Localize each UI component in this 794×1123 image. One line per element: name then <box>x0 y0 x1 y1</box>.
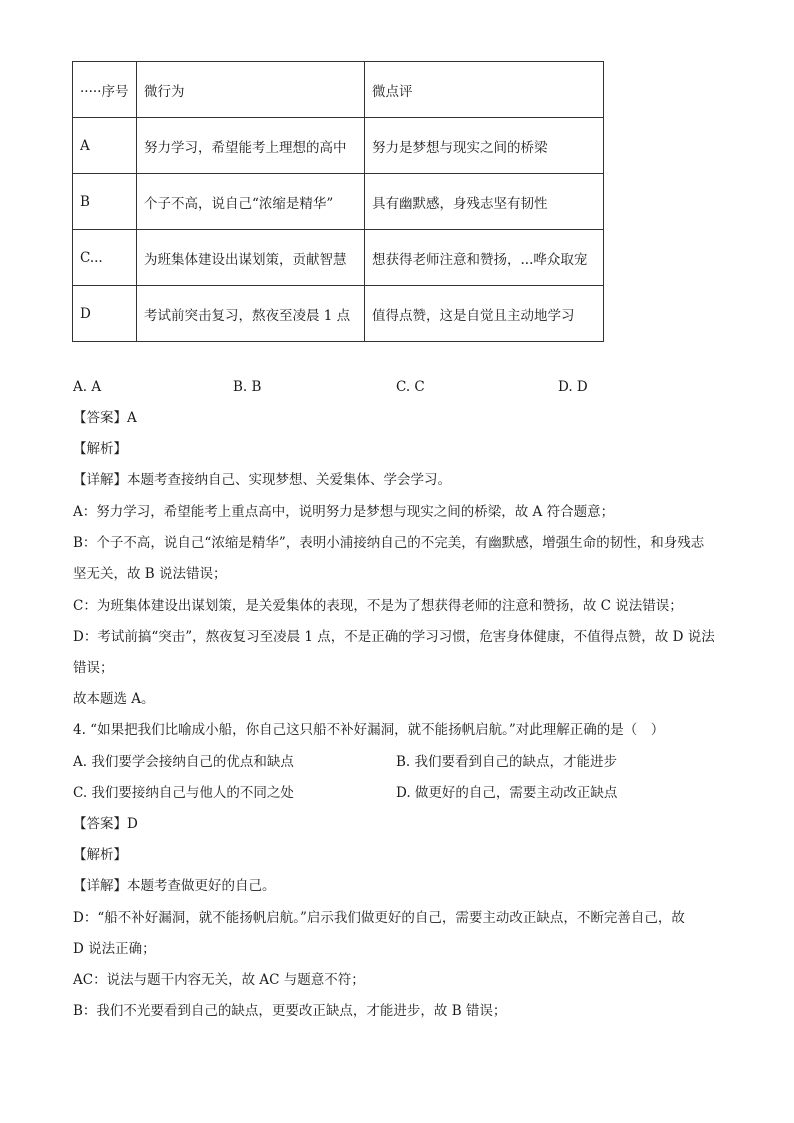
q3-option-c: C. C <box>396 379 425 395</box>
q4-explanation-line: D 说法正确； <box>73 941 156 957</box>
table-row <box>73 174 604 230</box>
q3-detail: 【详解】本题考查接纳自己、实现梦想、关爱集体、学会学习。 <box>73 472 451 488</box>
row-comment: 具有幽默感，身残志坚有韧性 <box>365 174 604 230</box>
row-comment: 努力是梦想与现实之间的桥梁 <box>365 118 604 174</box>
q4-explanation-line: B：我们不光要看到自己的缺点，更要改正缺点，才能进步，故 B 错误； <box>73 1003 507 1019</box>
q3-explanation-line: B：个子不高，说自己“浓缩是精华”，表明小浦接纳自己的不完美，有幽默感，增强生命的韧性，和身残志 <box>73 535 705 551</box>
behavior-comment-table <box>72 61 604 342</box>
q4-option-a: A. 我们要学会接纳自己的优点和缺点 <box>73 754 294 770</box>
row-behavior: 个子不高，说自己“浓缩是精华” <box>137 174 365 230</box>
header-comment: 微点评 <box>365 62 604 118</box>
q4-option-b: B. 我们要看到自己的缺点，才能进步 <box>396 754 618 770</box>
q4-option-c: C. 我们要接纳自己与他人的不同之处 <box>73 785 294 801</box>
q3-explanation-line: C：为班集体建设出谋划策，是关爱集体的表现，不是为了想获得老师的注意和赞扬，故 C 说法错误； <box>73 598 683 614</box>
header-behavior: 微行为 <box>137 62 365 118</box>
q3-option-d: D. D <box>558 379 588 395</box>
q3-conclusion: 故本题选 A。 <box>73 691 155 707</box>
q3-explanation-line: 坚无关，故 B 说法错误； <box>73 566 227 582</box>
row-behavior: 为班集体建设出谋划策，贡献智慧 <box>137 230 365 286</box>
q4-analysis-label: 【解析】 <box>73 847 127 863</box>
q4-explanation-line: AC：说法与题干内容无关，故 AC 与题意不符； <box>73 972 365 988</box>
row-behavior: 努力学习，希望能考上理想的高中 <box>137 118 365 174</box>
table-row <box>73 230 604 286</box>
q4-explanation-line: D：“船不补好漏洞，就不能扬帆启航。”启示我们做更好的自己，需要主动改正缺点，不断完善自己，故 <box>73 910 685 926</box>
q3-explanation-line: 错误； <box>73 660 114 676</box>
header-index: ·····序号 <box>73 62 137 118</box>
table-row <box>73 286 604 342</box>
row-behavior: 考试前突击复习，熬夜至凌晨 1 点 <box>137 286 365 342</box>
q3-explanation-line: A：努力学习，希望能考上重点高中，说明努力是梦想与现实之间的桥梁，故 A 符合题意； <box>73 504 615 520</box>
table-header-row <box>73 62 604 118</box>
q3-explanation-line: D：考试前搞“突击”，熬夜复习至凌晨 1 点，不是正确的学习习惯，危害身体健康，不值得点赞，故 D 说法 <box>73 629 715 645</box>
q3-option-b: B. B <box>233 379 262 395</box>
q4-question: 4. “如果把我们比喻成小船，你自己这只船不补好漏洞，就不能扬帆启航。”对此理解正确的是（ ） <box>73 722 665 738</box>
q4-answer: 【答案】D <box>73 816 138 832</box>
q4-detail: 【详解】本题考查做更好的自己。 <box>73 878 276 894</box>
q4-option-d: D. 做更好的自己，需要主动改正缺点 <box>396 785 618 801</box>
row-index: B <box>73 174 137 230</box>
q3-option-a: A. A <box>73 379 102 395</box>
q3-analysis-label: 【解析】 <box>73 441 127 457</box>
q3-answer: 【答案】A <box>73 410 137 426</box>
row-index: A <box>73 118 137 174</box>
row-index: D <box>73 286 137 342</box>
row-comment: 值得点赞，这是自觉且主动地学习 <box>365 286 604 342</box>
row-index: C... <box>73 230 137 286</box>
row-comment: 想获得老师注意和赞扬，...哗众取宠 <box>365 230 604 286</box>
table-row <box>73 118 604 174</box>
